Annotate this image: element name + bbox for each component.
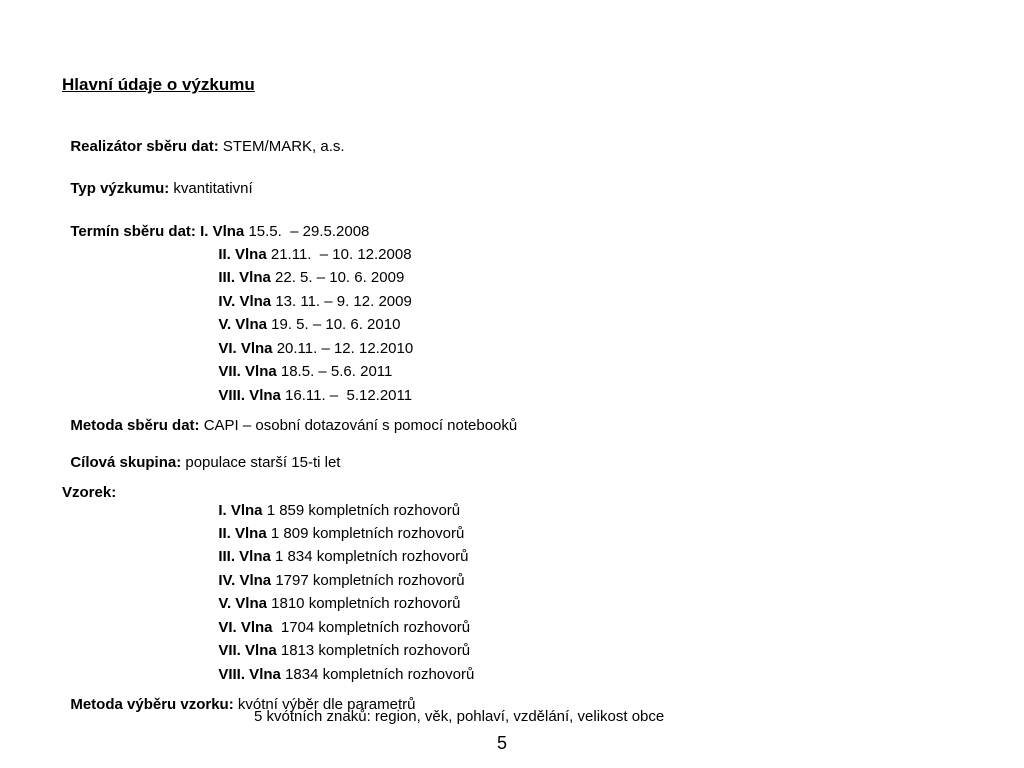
realizator-row — [62, 120, 345, 156]
vzorek-wave-count: 1 834 kompletních rozhovorů — [270, 548, 469, 565]
vzorek-wave-count: 1704 kompletních rozhovorů — [272, 619, 471, 636]
termin-wave-dates: 22. 5. – 10. 6. 2009 — [270, 269, 405, 286]
typ-value: kvantitativní — [169, 180, 253, 197]
typ-row — [62, 162, 253, 198]
termin-wave-dates: 13. 11. – 9. 12. 2009 — [271, 293, 412, 310]
metoda-sberu-row — [62, 399, 517, 435]
cilova-skupina-label: Cílová skupina: — [70, 454, 182, 471]
realizator-value: STEM/MARK, a.s. — [218, 138, 345, 155]
realizator-label: Realizátor sběru dat: — [70, 138, 219, 155]
cilova-skupina-row — [62, 436, 340, 472]
metoda-vyberu-note: 5 kvótních znaků: region, věk, pohlaví, vzdělání, velikost obce — [254, 708, 665, 725]
termin-label: Termín sběru dat: — [70, 223, 201, 240]
metoda-vyberu-label: Metoda výběru vzorku: — [70, 696, 234, 713]
termin-wave-name: IV. Vlna — [218, 293, 272, 310]
termin-wave-name: V. Vlna — [218, 316, 267, 333]
vzorek-wave-name: VIII. Vlna — [218, 666, 281, 683]
vzorek-wave-name: VI. Vlna — [218, 619, 273, 636]
page-title: Hlavní údaje o výzkumu — [62, 75, 255, 94]
metoda-sberu-label: Metoda sběru dat: — [70, 417, 200, 434]
termin-wave-dates: 16.11. – 5.12.2011 — [280, 387, 413, 404]
vzorek-wave-name: II. Vlna — [218, 525, 267, 542]
vzorek-wave-count: 1810 kompletních rozhovorů — [266, 595, 461, 612]
metoda-vyberu-value: kvótní výběr dle parametrů — [233, 696, 416, 713]
vzorek-wave-count: 1 809 kompletních rozhovorů — [266, 525, 465, 542]
vzorek-wave-name: IV. Vlna — [218, 572, 272, 589]
vzorek-wave-count: 1834 kompletních rozhovorů — [280, 666, 475, 683]
termin-wave-dates: 21.11. – 10. 12.2008 — [266, 246, 412, 263]
termin-wave-name: VIII. Vlna — [218, 387, 281, 404]
vzorek-wave-count: 1 859 kompletních rozhovorů — [262, 502, 461, 519]
cilova-skupina-value: populace starší 15-ti let — [181, 454, 341, 471]
vzorek-wave-name: I. Vlna — [218, 502, 263, 519]
vzorek-wave-count: 1813 kompletních rozhovorů — [276, 642, 471, 659]
vzorek-label: Vzorek: — [62, 484, 117, 501]
termin-wave-name: III. Vlna — [218, 269, 271, 286]
typ-label: Typ výzkumu: — [70, 180, 170, 197]
vzorek-wave-name: VII. Vlna — [218, 642, 277, 659]
termin-wave-dates: 20.11. – 12. 12.2010 — [272, 340, 414, 357]
termin-wave-name: I. Vlna — [200, 223, 245, 240]
termin-wave-dates: 15.5. – 29.5.2008 — [244, 223, 370, 240]
vzorek-wave-count: 1797 kompletních rozhovorů — [271, 572, 465, 589]
vzorek-wave-name: V. Vlna — [218, 595, 267, 612]
termin-wave-dates: 19. 5. – 10. 6. 2010 — [266, 316, 401, 333]
page-number: 5 — [497, 733, 508, 753]
metoda-sberu-value: CAPI – osobní dotazování s pomocí notebooků — [199, 417, 518, 434]
termin-wave-name: VI. Vlna — [218, 340, 273, 357]
termin-wave-name: II. Vlna — [218, 246, 267, 263]
vzorek-wave-name: III. Vlna — [218, 548, 271, 565]
termin-wave-dates: 18.5. – 5.6. 2011 — [276, 363, 393, 380]
termin-wave-name: VII. Vlna — [218, 363, 277, 380]
